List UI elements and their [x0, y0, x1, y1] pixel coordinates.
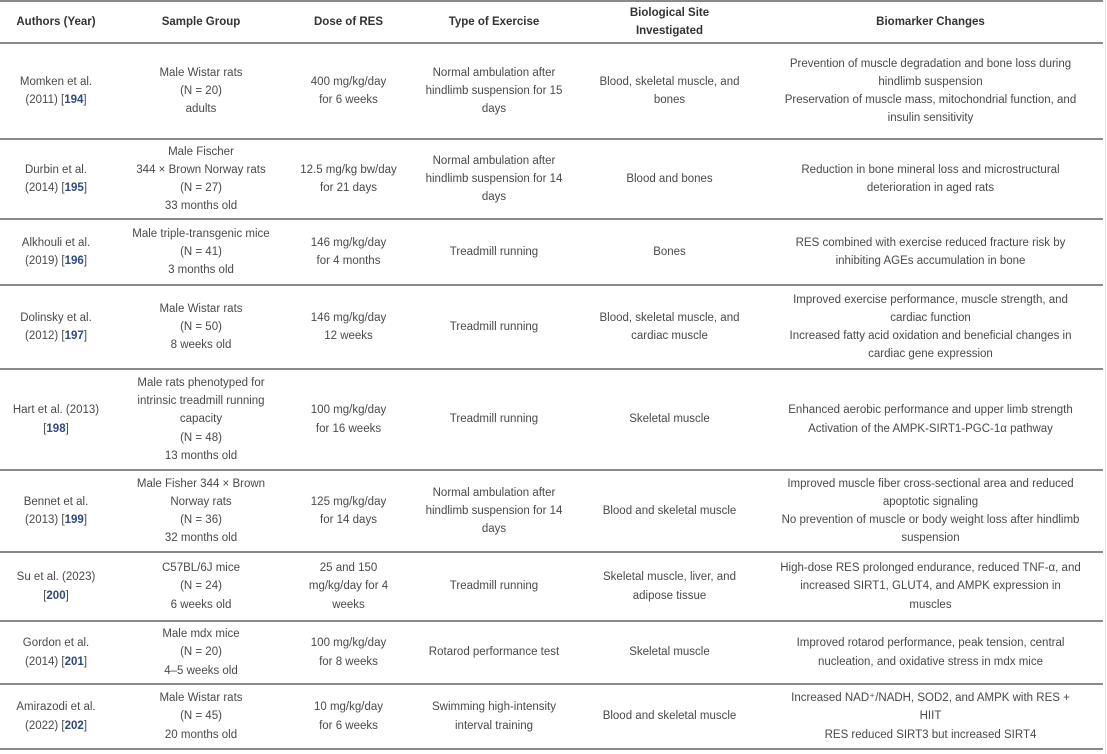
- biomarkers-line: apoptotic signaling: [882, 495, 979, 508]
- cell-site: [581, 684, 758, 749]
- cell-biomarkers: [758, 684, 1103, 749]
- reference-bracket: ]: [83, 655, 88, 668]
- authors-line: [6, 252, 106, 270]
- table-row: [0, 621, 1103, 684]
- sample-line: 6 weeks old: [170, 598, 232, 611]
- header-biomarkers: Biomarker Changes: [758, 1, 1103, 43]
- cell-authors: [0, 219, 112, 285]
- cell-dose: [290, 621, 407, 684]
- authors-line: Dolinsky et al.: [20, 311, 92, 324]
- cell-exercise: [407, 43, 581, 139]
- reference-link[interactable]: 195: [64, 182, 84, 194]
- biomarkers-line: HIIT: [919, 710, 942, 723]
- biomarkers-line: Enhanced aerobic performance and upper limb strength: [788, 404, 1073, 417]
- sample-line: Male Wistar rats: [159, 692, 243, 705]
- table-row: [0, 219, 1103, 285]
- cell-sample-group: [112, 369, 290, 470]
- cell-dose: [290, 43, 407, 139]
- biomarkers-line: Reduction in bone mineral loss and microstructural: [801, 163, 1060, 176]
- biomarkers-line: insulin sensitivity: [887, 112, 974, 125]
- site-line: Blood and skeletal muscle: [602, 504, 737, 517]
- cell-exercise: [407, 621, 581, 684]
- site-line: Blood, skeletal muscle, and: [599, 311, 740, 324]
- authors-line: [6, 420, 106, 438]
- sample-line: Male triple-transgenic mice: [132, 227, 270, 240]
- cell-authors: [0, 43, 112, 139]
- cell-exercise: [407, 219, 581, 285]
- table-row: [0, 684, 1103, 749]
- reference-link[interactable]: 199: [64, 514, 84, 526]
- sample-line: (N = 36): [180, 514, 222, 526]
- authors-text: [: [43, 422, 47, 435]
- authors-line: Bennet et al.: [23, 495, 89, 508]
- authors-text: (2011) [: [25, 94, 65, 106]
- biomarkers-line: deterioration in aged rats: [866, 182, 995, 194]
- biomarkers-line: Increased fatty acid oxidation and beneficial changes in: [789, 330, 1072, 342]
- exercise-line: Treadmill running: [449, 580, 539, 593]
- authors-text: [: [43, 589, 47, 602]
- sample-line: 32 months old: [164, 532, 238, 545]
- biomarkers-line: Prevention of muscle degradation and bone loss during: [789, 57, 1072, 70]
- cell-dose: [290, 139, 407, 219]
- cell-sample-group: [112, 285, 290, 369]
- exercise-line: days: [481, 103, 507, 116]
- table-row: [0, 139, 1103, 219]
- cell-sample-group: [112, 43, 290, 139]
- authors-text: (2014) [: [24, 655, 65, 668]
- header-dose: Dose of RES: [290, 1, 407, 43]
- biomarkers-line: Preservation of muscle mass, mitochondrial function, and: [784, 94, 1077, 106]
- reference-link[interactable]: 198: [46, 422, 66, 435]
- cell-biomarkers: [758, 470, 1103, 552]
- sample-line: (N = 20): [180, 646, 222, 659]
- dose-line: 12 weeks: [324, 330, 373, 342]
- sample-line: Male Wistar rats: [159, 302, 243, 315]
- biomarkers-line: cardiac function: [890, 311, 971, 324]
- authors-line: [6, 587, 106, 605]
- sample-line: Male mdx mice: [162, 628, 240, 641]
- dose-line: 12.5 mg/kg bw/day: [300, 163, 397, 176]
- cell-biomarkers: [758, 285, 1103, 369]
- authors-line: [6, 179, 106, 197]
- cell-dose: [290, 369, 407, 470]
- site-line: Skeletal muscle: [629, 646, 710, 659]
- cell-site: [581, 552, 758, 621]
- exercise-line: days: [481, 191, 507, 204]
- authors-line: Gordon et al.: [22, 637, 90, 650]
- authors-line: Momken et al.: [19, 75, 93, 88]
- authors-text: (2019) [: [24, 255, 65, 267]
- exercise-line: hindlimb suspension for 15: [425, 84, 563, 97]
- authors-line: Hart et al. (2013): [12, 404, 100, 417]
- reference-link[interactable]: 197: [64, 330, 84, 342]
- cell-exercise: [407, 369, 581, 470]
- authors-text: (2014) [: [24, 182, 65, 194]
- biomarkers-line: RES combined with exercise reduced fracture risk by: [795, 236, 1066, 249]
- cell-site: [581, 285, 758, 369]
- dose-line: 100 mg/kg/day: [310, 637, 387, 650]
- cell-exercise: [407, 285, 581, 369]
- dose-line: for 21 days: [320, 182, 377, 194]
- cell-biomarkers: [758, 43, 1103, 139]
- exercise-line: interval training: [455, 719, 533, 732]
- authors-line: Durbin et al.: [24, 163, 87, 176]
- exercise-line: Rotarod performance test: [428, 646, 560, 659]
- cell-site: [581, 470, 758, 552]
- biomarkers-line: nucleation, and oxidative stress in mdx mice: [818, 655, 1043, 668]
- exercise-line: Normal ambulation after: [432, 486, 556, 499]
- cell-authors: [0, 621, 112, 684]
- cell-biomarkers: [758, 552, 1103, 621]
- exercise-line: Treadmill running: [449, 245, 539, 258]
- biomarkers-line: muscles: [909, 598, 952, 611]
- cell-site: [581, 219, 758, 285]
- authors-line: [6, 327, 106, 345]
- biomarkers-line: No prevention of muscle or body weight loss after hindlimb: [781, 514, 1080, 526]
- authors-line: Su et al. (2023): [16, 571, 96, 584]
- dose-line: 125 mg/kg/day: [310, 495, 387, 508]
- reference-bracket: ]: [83, 330, 88, 342]
- sample-line: (N = 24): [180, 580, 222, 593]
- site-line: Skeletal muscle, liver, and: [603, 571, 736, 584]
- dose-line: 146 mg/kg/day: [310, 236, 387, 249]
- sample-line: Male Fisher 344 × Brown: [136, 477, 266, 490]
- biomarkers-line: Improved muscle fiber cross-sectional area and reduced: [787, 477, 1074, 490]
- sample-line: Male Fischer: [168, 145, 234, 158]
- header-exercise: Type of Exercise: [407, 1, 581, 43]
- authors-text: (2012) [: [24, 330, 65, 342]
- sample-line: (N = 41): [180, 245, 222, 258]
- cell-sample-group: [112, 219, 290, 285]
- sample-line: 13 months old: [164, 449, 238, 462]
- sample-line: Norway rats: [170, 495, 232, 508]
- header-sample-group: Sample Group: [112, 1, 290, 43]
- cell-dose: [290, 470, 407, 552]
- site-line: Bones: [653, 245, 686, 258]
- dose-line: 10 mg/kg/day: [313, 701, 384, 714]
- cell-site: [581, 369, 758, 470]
- sample-line: 20 months old: [164, 728, 238, 741]
- reference-bracket: ]: [65, 589, 69, 602]
- page-edge: [1105, 0, 1106, 754]
- site-line: Skeletal muscle: [629, 413, 710, 426]
- biomarkers-line: hindlimb suspension: [878, 75, 983, 88]
- cell-dose: [290, 285, 407, 369]
- cell-site: [581, 621, 758, 684]
- cell-sample-group: [112, 684, 290, 749]
- sample-line: (N = 20): [180, 84, 222, 97]
- cell-biomarkers: [758, 621, 1103, 684]
- cell-site: [581, 43, 758, 139]
- authors-line: [6, 653, 106, 671]
- reference-bracket: ]: [83, 719, 88, 732]
- cell-authors: [0, 369, 112, 470]
- biomarkers-line: High-dose RES prolonged endurance, reduced TNF-α, and: [780, 562, 1081, 575]
- biomarkers-line: suspension: [901, 532, 960, 545]
- exercise-line: Swimming high-intensity: [432, 701, 556, 714]
- biomarkers-line: Improved rotarod performance, peak tension, central: [796, 637, 1065, 650]
- sample-line: (N = 50): [180, 320, 222, 333]
- dose-line: for 6 weeks: [319, 719, 378, 732]
- exercise-line: hindlimb suspension for 14: [425, 504, 563, 517]
- cell-exercise: [407, 470, 581, 552]
- biomarkers-line: increased SIRT1, GLUT4, and AMPK expression in: [800, 580, 1061, 593]
- dose-line: weeks: [332, 598, 365, 611]
- sample-line: intrinsic treadmill running: [137, 395, 265, 408]
- cell-authors: [0, 684, 112, 749]
- exercise-line: hindlimb suspension for 14: [425, 172, 563, 185]
- dose-line: 400 mg/kg/day: [310, 75, 387, 88]
- dose-line: for 8 weeks: [319, 655, 378, 668]
- authors-text: (2013) [: [24, 514, 65, 526]
- cell-dose: [290, 219, 407, 285]
- cell-exercise: [407, 684, 581, 749]
- cell-biomarkers: [758, 139, 1103, 219]
- dose-line: 100 mg/kg/day: [310, 404, 387, 417]
- exercise-line: Treadmill running: [449, 413, 539, 426]
- sample-line: adults: [185, 103, 217, 116]
- dose-line: mg/kg/day for 4: [308, 580, 389, 593]
- table-row: [0, 552, 1103, 621]
- sample-line: Male rats phenotyped for: [137, 376, 265, 389]
- reference-bracket: ]: [65, 422, 69, 435]
- cell-biomarkers: [758, 219, 1103, 285]
- reference-bracket: ]: [83, 514, 88, 526]
- biomarkers-line: Increased NAD⁺/NADH, SOD2, and AMPK with RES +: [791, 692, 1070, 705]
- reference-link[interactable]: 200: [46, 589, 66, 602]
- sample-line: 33 months old: [164, 200, 238, 213]
- sample-line: 8 weeks old: [170, 339, 232, 352]
- exercise-line: Normal ambulation after: [432, 66, 556, 79]
- sample-line: 3 months old: [168, 264, 234, 277]
- header-authors: Authors (Year): [0, 1, 112, 43]
- sample-line: 4–5 weeks old: [164, 664, 238, 677]
- biomarkers-line: cardiac gene expression: [868, 348, 993, 361]
- site-line: cardiac muscle: [631, 330, 708, 342]
- cell-exercise: [407, 552, 581, 621]
- authors-line: [6, 717, 106, 735]
- table-body: [0, 43, 1103, 749]
- reference-link[interactable]: 202: [64, 719, 84, 732]
- cell-sample-group: [112, 470, 290, 552]
- cell-exercise: [407, 139, 581, 219]
- biomarkers-line: Improved exercise performance, muscle strength, and: [793, 293, 1068, 306]
- dose-line: for 4 months: [316, 255, 381, 267]
- reference-link[interactable]: 194: [64, 94, 84, 106]
- sample-line: (N = 48): [180, 431, 222, 444]
- sample-line: (N = 27): [180, 182, 222, 194]
- reference-link[interactable]: 196: [64, 255, 84, 267]
- exercise-line: days: [481, 523, 507, 536]
- dose-line: for 16 weeks: [315, 422, 382, 435]
- cell-authors: [0, 552, 112, 621]
- cell-biomarkers: [758, 369, 1103, 470]
- cell-sample-group: [112, 552, 290, 621]
- authors-line: [6, 91, 106, 109]
- sample-line: capacity: [179, 413, 223, 426]
- cell-sample-group: [112, 139, 290, 219]
- sample-line: Male Wistar rats: [159, 66, 243, 79]
- table-row: [0, 285, 1103, 369]
- authors-line: Alkhouli et al.: [21, 236, 91, 249]
- cell-dose: [290, 552, 407, 621]
- site-line: bones: [653, 94, 686, 106]
- cell-site: [581, 139, 758, 219]
- dose-line: for 6 weeks: [319, 94, 378, 106]
- dose-line: 25 and 150: [319, 562, 378, 575]
- table-row: [0, 369, 1103, 470]
- reference-bracket: ]: [83, 182, 88, 194]
- sample-line: (N = 45): [180, 710, 222, 723]
- sample-line: 344 × Brown Norway rats: [136, 163, 266, 176]
- cell-authors: [0, 470, 112, 552]
- biomarkers-line: inhibiting AGEs accumulation in bone: [835, 255, 1026, 267]
- biomarkers-line: Activation of the AMPK-SIRT1-PGC-1α pathway: [808, 422, 1053, 435]
- sample-line: C57BL/6J mice: [162, 562, 240, 575]
- reference-bracket: ]: [83, 255, 88, 267]
- reference-bracket: ]: [83, 94, 87, 106]
- table-row: [0, 470, 1103, 552]
- exercise-line: Normal ambulation after: [432, 154, 556, 167]
- exercise-line: Treadmill running: [449, 320, 539, 333]
- authors-text: (2022) [: [24, 719, 65, 732]
- header-row: [0, 1, 1103, 43]
- cell-authors: [0, 139, 112, 219]
- biomarkers-line: RES reduced SIRT3 but increased SIRT4: [824, 728, 1037, 741]
- site-line: adipose tissue: [632, 589, 707, 602]
- dose-line: for 14 days: [320, 514, 377, 526]
- cell-sample-group: [112, 621, 290, 684]
- site-line: Blood, skeletal muscle, and: [599, 75, 740, 88]
- cell-authors: [0, 285, 112, 369]
- cell-dose: [290, 684, 407, 749]
- site-line: Blood and skeletal muscle: [602, 710, 737, 723]
- table-row: [0, 43, 1103, 139]
- dose-line: 146 mg/kg/day: [310, 311, 387, 324]
- header-site: Biological Site Investigated: [581, 1, 758, 43]
- reference-link[interactable]: 201: [64, 655, 84, 668]
- authors-line: [6, 511, 106, 529]
- authors-line: Amirazodi et al.: [16, 701, 96, 714]
- site-line: Blood and bones: [626, 172, 713, 185]
